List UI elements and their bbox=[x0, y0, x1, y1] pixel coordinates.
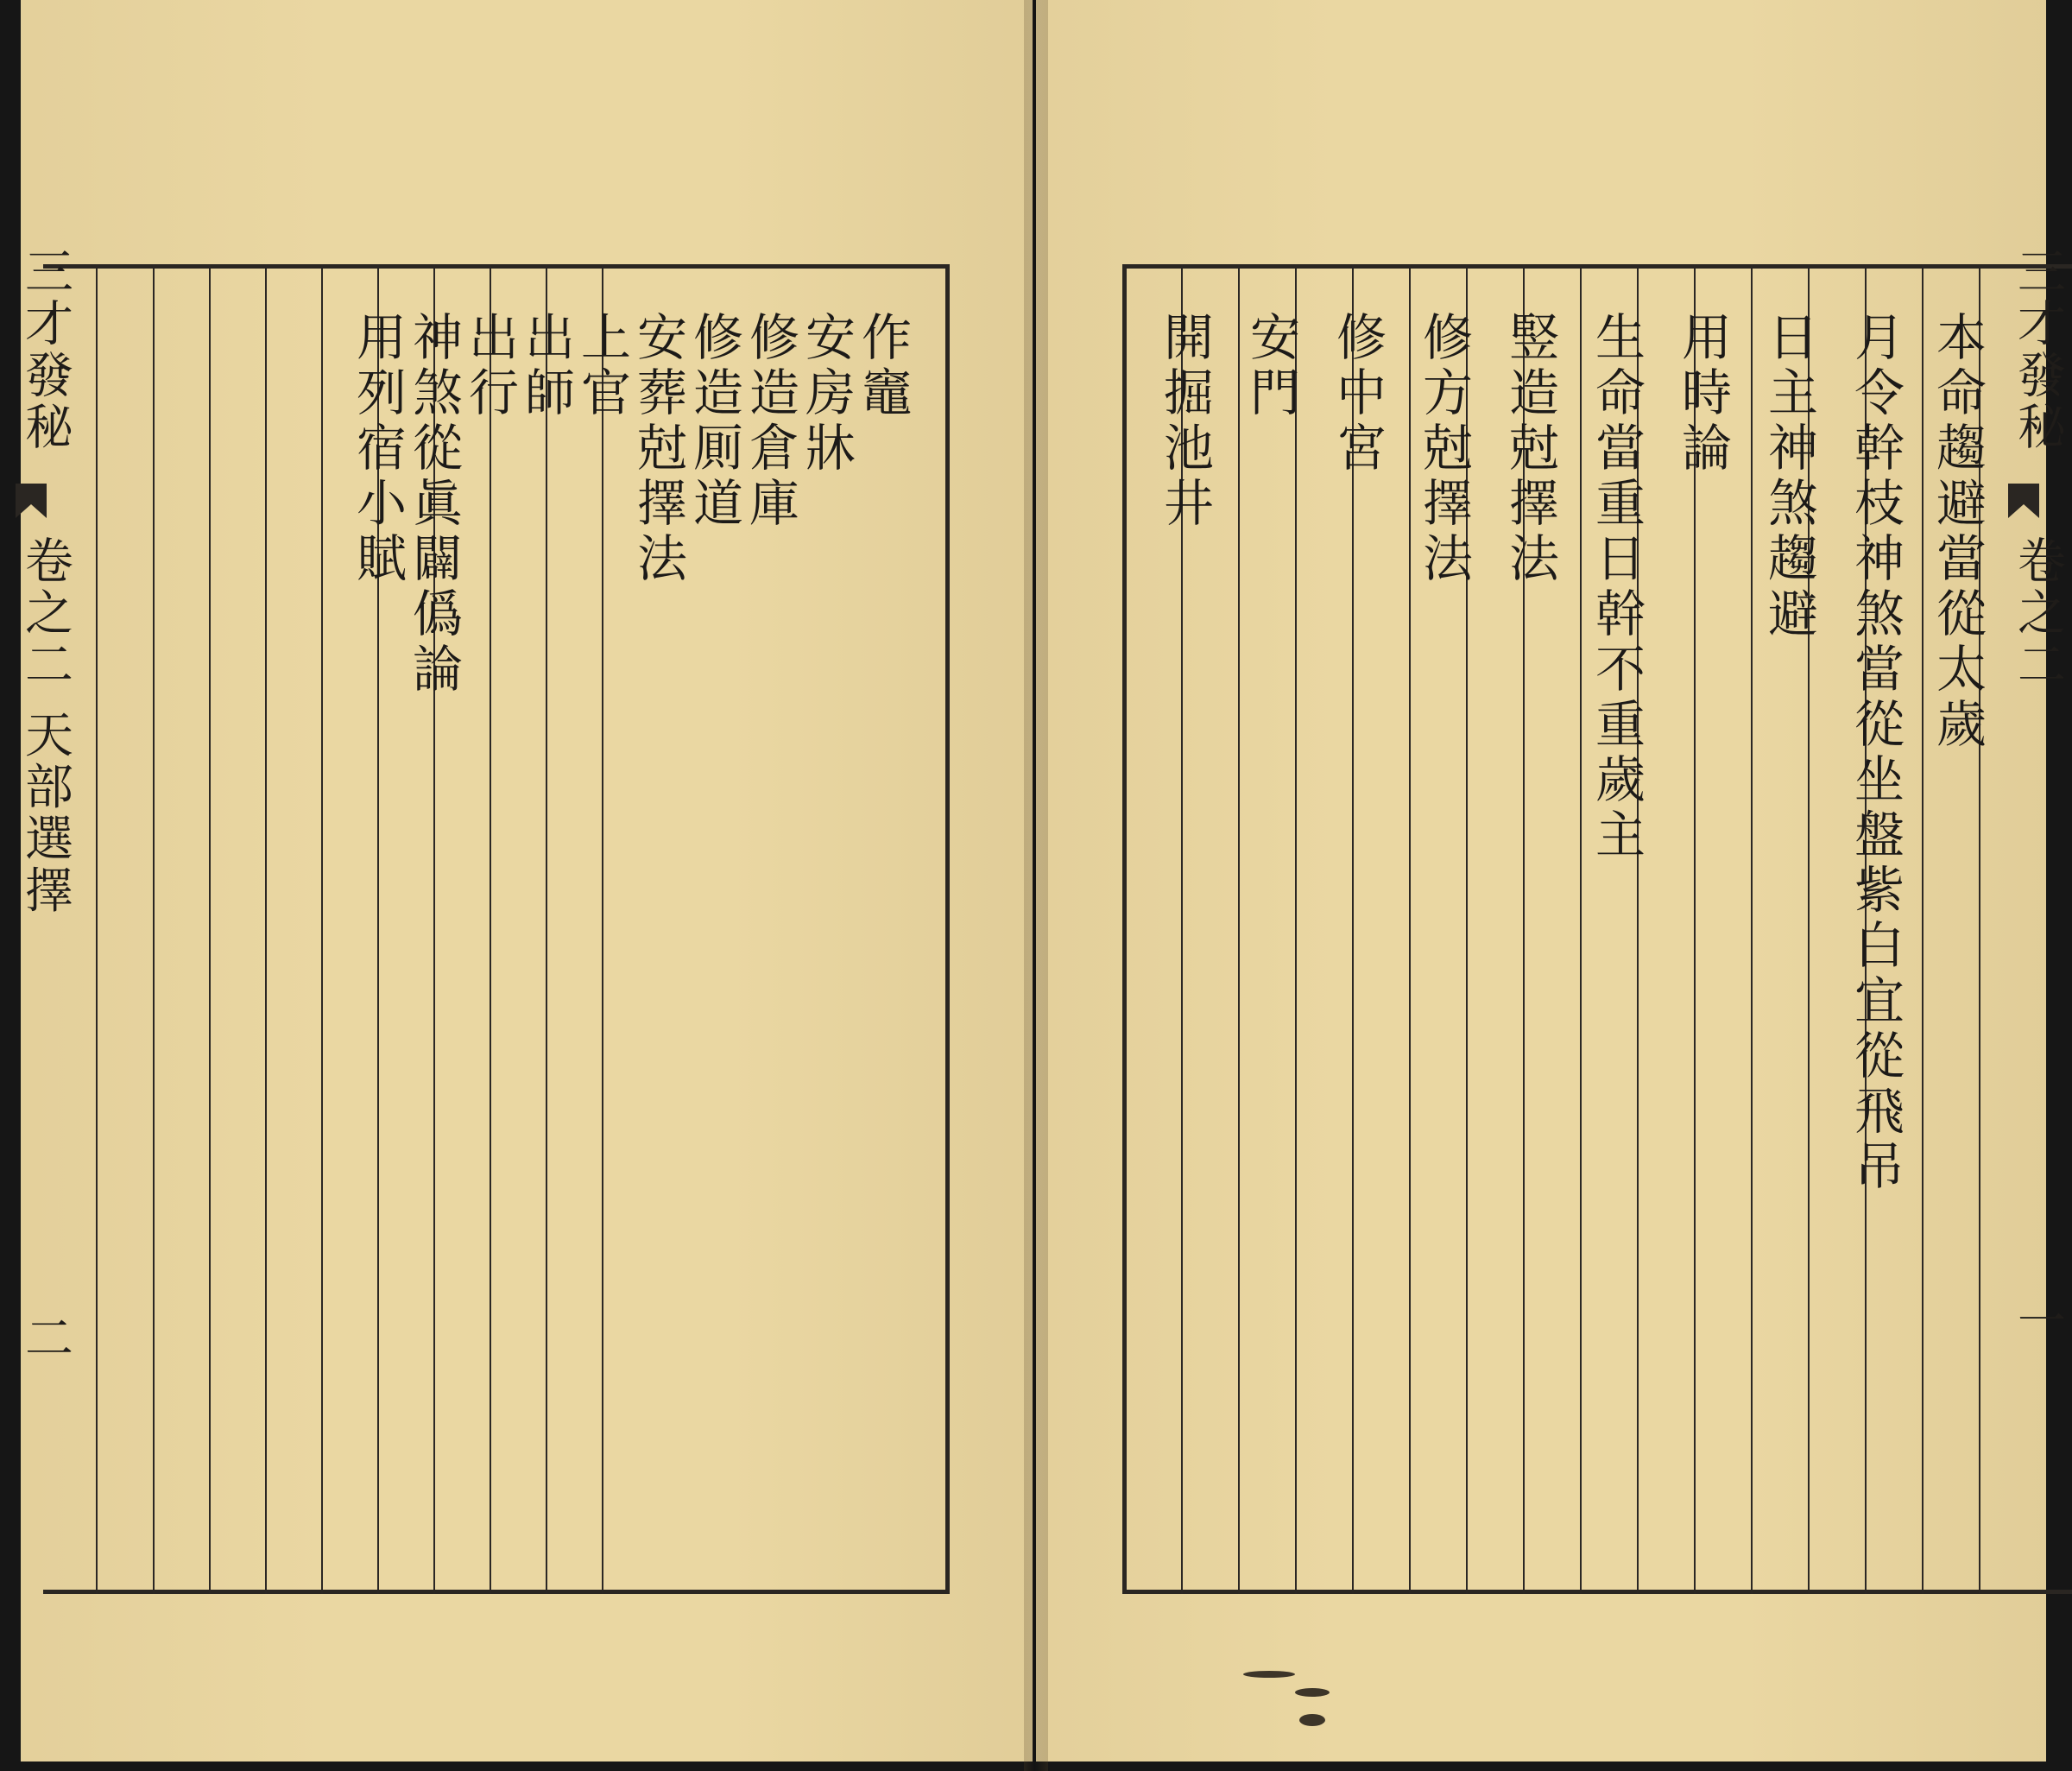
left-column-2: 安房牀 bbox=[797, 311, 856, 477]
right-column-5: 生命當重日幹不重歲主 bbox=[1587, 311, 1646, 863]
right-column-6: 竪造尅擇法 bbox=[1500, 311, 1559, 587]
ink-stain bbox=[1299, 1714, 1325, 1726]
column-rule bbox=[1409, 264, 1411, 1594]
left-column-1: 作竈 bbox=[853, 311, 912, 421]
column-rule bbox=[1922, 264, 1924, 1594]
column-rule bbox=[153, 264, 155, 1594]
column-rule bbox=[1580, 264, 1582, 1594]
right-margin-section: 卷之二 bbox=[2010, 535, 2066, 691]
right-column-8: 修中宮 bbox=[1328, 311, 1387, 477]
right-column-2: 月令幹枝神煞當從坐盤紫白宜從飛吊 bbox=[1846, 311, 1905, 1195]
column-rule bbox=[1751, 264, 1753, 1594]
right-column-10: 開掘池井 bbox=[1155, 311, 1214, 532]
column-rule bbox=[96, 264, 98, 1594]
left-column-5: 安葬尅擇法 bbox=[629, 311, 687, 587]
right-column-9: 安門 bbox=[1241, 311, 1300, 421]
left-column-3: 修造倉庫 bbox=[741, 311, 799, 532]
column-rule bbox=[265, 264, 267, 1594]
left-column-7: 出師 bbox=[516, 311, 575, 421]
left-margin-title: 三才發秘 bbox=[17, 246, 73, 453]
column-rule bbox=[209, 264, 211, 1594]
left-margin-page-number: 二 bbox=[17, 1312, 73, 1364]
left-column-6: 上官 bbox=[572, 311, 631, 421]
right-column-7: 修方尅擇法 bbox=[1414, 311, 1473, 587]
right-column-1: 本命趨避當從太歲 bbox=[1928, 311, 1987, 753]
left-column-9: 神煞從眞闢僞論 bbox=[404, 311, 463, 698]
book-spine bbox=[1024, 0, 1048, 1771]
left-column-10: 用列宿小賦 bbox=[348, 311, 407, 587]
column-rule bbox=[1238, 264, 1240, 1594]
right-column-4: 用時論 bbox=[1673, 311, 1732, 477]
ink-stain bbox=[1243, 1671, 1295, 1678]
left-margin-section: 卷之二 天部選擇 bbox=[17, 535, 73, 917]
column-rule bbox=[321, 264, 323, 1594]
column-rule bbox=[1295, 264, 1297, 1594]
column-rule bbox=[490, 264, 491, 1594]
left-column-4: 修造厠道 bbox=[685, 311, 743, 532]
right-margin-title: 三才發秘 bbox=[2010, 246, 2066, 453]
left-column-8: 出行 bbox=[460, 311, 519, 421]
ink-stain bbox=[1295, 1688, 1330, 1697]
right-margin-page-number: 一 bbox=[2010, 1295, 2066, 1347]
column-rule bbox=[546, 264, 547, 1594]
column-rule bbox=[602, 264, 603, 1594]
right-column-3: 日主神煞趨避 bbox=[1759, 311, 1818, 642]
